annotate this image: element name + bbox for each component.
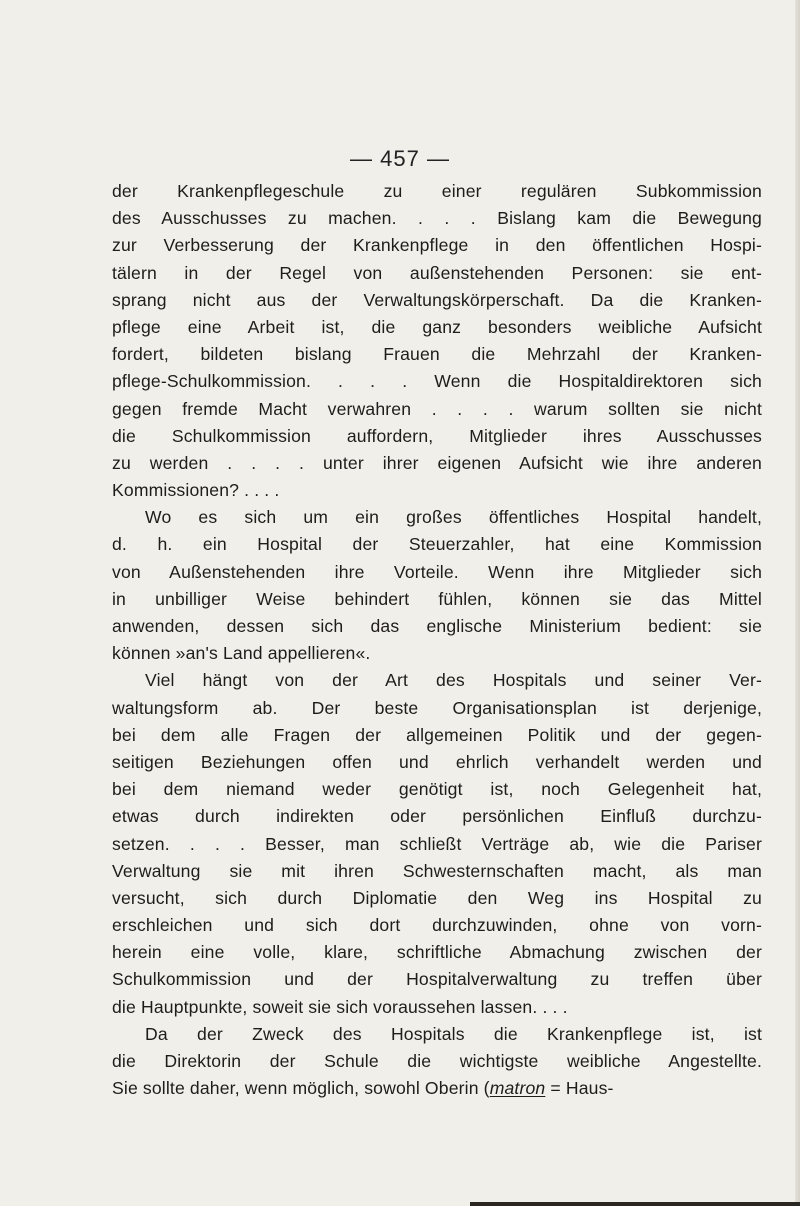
- text-line: Schulkommission und der Hospitalverwaltung zu treffen über: [112, 969, 762, 990]
- text-line: bei dem niemand weder genötigt ist, noch Gelegenheit hat,: [112, 779, 762, 800]
- text-line: versucht, sich durch Diplomatie den Weg ins Hospital zu: [112, 887, 762, 908]
- text-line: etwas durch indirekten oder persönlichen Einfluß durchzu-: [112, 806, 762, 827]
- last-line-tail: = Haus-: [545, 1078, 614, 1099]
- text-line: herein eine volle, klare, schriftliche Abmachung zwischen der: [112, 942, 762, 963]
- text-line: tälern in der Regel von außenstehenden Personen: sie ent-: [112, 262, 762, 283]
- text-line: zu werden . . . . unter ihrer eigenen Aufsicht wie ihre anderen: [112, 452, 762, 473]
- text-line: fordert, bildeten bislang Frauen die Mehrzahl der Kranken-: [112, 344, 762, 365]
- paragraph-start: Da der Zweck des Hospitals die Krankenpflege ist, ist: [145, 1023, 762, 1044]
- text-line: die Direktorin der Schule die wichtigste weibliche Angestellte.: [112, 1051, 762, 1071]
- text-line: Verwaltung sie mit ihren Schwesternschaften macht, als man: [112, 860, 762, 881]
- page-number: — 457 —: [350, 146, 450, 171]
- text-line: des Ausschusses zu machen. . . . Bislang kam die Bewegung: [112, 208, 762, 229]
- text-line: sprang nicht aus der Verwaltungskörperschaft. Da die Kranken-: [112, 289, 762, 310]
- italic-term: matron: [489, 1078, 546, 1099]
- page-edge: [795, 0, 800, 1206]
- last-text-line: [112, 1075, 762, 1102]
- text-line: waltungsform ab. Der beste Organisationsplan ist derjenige,: [112, 697, 762, 718]
- text-line: erschleichen und sich dort durchzuwinden, ohne von vorn-: [112, 915, 762, 936]
- text-line: in unbilliger Weise behindert fühlen, können sie das Mittel: [112, 588, 762, 609]
- text-line: gegen fremde Macht verwahren . . . . warum sollten sie nicht: [112, 398, 762, 419]
- text-line: seitigen Beziehungen offen und ehrlich verhandelt werden und: [112, 751, 762, 772]
- text-line: setzen. . . . Besser, man schließt Verträge ab, wie die Pariser: [112, 833, 762, 854]
- text-line: die Schulkommission auffordern, Mitglieder ihres Ausschusses: [112, 425, 762, 446]
- text-line: anwenden, dessen sich das englische Ministerium bedient: sie: [112, 616, 762, 636]
- text-line: von Außenstehenden ihre Vorteile. Wenn ihre Mitglieder sich: [112, 561, 762, 582]
- text-line: pflege-Schulkommission. . . . Wenn die Hospitaldirektoren sich: [112, 371, 762, 392]
- text-line: pflege eine Arbeit ist, die ganz besonders weibliche Aufsicht: [112, 316, 762, 337]
- text-line: d. h. ein Hospital der Steuerzahler, hat eine Kommission: [112, 534, 762, 555]
- text-line: Kommissionen? . . . .: [112, 480, 280, 501]
- text-line: bei dem alle Fragen der allgemeinen Politik und der gegen-: [112, 724, 762, 745]
- text-line: der Krankenpflegeschule zu einer regulären Subkommission: [112, 181, 762, 201]
- body-text: [112, 178, 762, 1102]
- paragraph-start: Wo es sich um ein großes öffentliches Hospital handelt,: [145, 507, 762, 528]
- text-line: zur Verbesserung der Krankenpflege in den öffentlichen Hospi-: [112, 235, 762, 256]
- page-bottom-shadow: [470, 1202, 800, 1206]
- paragraph-start: Viel hängt von der Art des Hospitals und seiner Ver-: [145, 670, 762, 691]
- last-line-head: Sie sollte daher, wenn möglich, sowohl Oberin (: [112, 1078, 490, 1099]
- text-line: die Hauptpunkte, soweit sie sich voraussehen lassen. . . .: [112, 996, 568, 1017]
- text-line: können »an's Land appellieren«.: [112, 643, 371, 664]
